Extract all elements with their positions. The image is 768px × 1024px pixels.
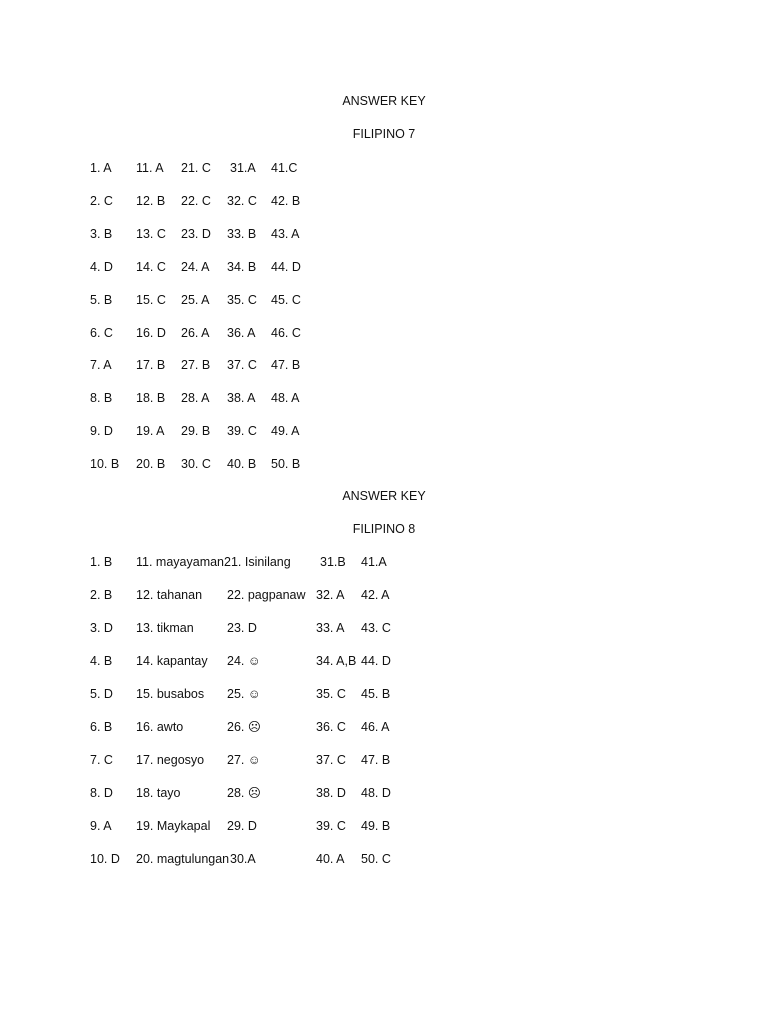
answer-cell: 32. C <box>227 194 257 208</box>
table-row <box>0 685 768 703</box>
answer-cell: 43. A <box>271 227 300 241</box>
answer-cell: 41.A <box>361 555 387 569</box>
table-row <box>0 389 768 407</box>
answer-cell: 7. C <box>90 753 113 767</box>
answer-cell: 45. B <box>361 687 391 701</box>
table-row <box>0 192 768 210</box>
answer-key-heading-8: ANSWER KEY <box>342 489 426 503</box>
answer-cell: 25. A <box>181 293 210 307</box>
answer-cell: 50. B <box>271 457 301 471</box>
answer-cell: 35. C <box>316 687 346 701</box>
answer-cell: 33. B <box>227 227 257 241</box>
table-row <box>0 356 768 374</box>
answer-cell: 31.A <box>230 161 256 175</box>
answer-cell: 3. B <box>90 227 113 241</box>
answer-cell: 13. C <box>136 227 166 241</box>
answer-cell: 8. B <box>90 391 113 405</box>
table-row <box>0 159 768 177</box>
answer-cell: 46. C <box>271 326 301 340</box>
table-row <box>0 324 768 342</box>
answer-cell: 31.B <box>320 555 346 569</box>
answer-cell: 33. A <box>316 621 345 635</box>
answer-cell: 50. C <box>361 852 391 866</box>
answer-cell: 11. mayayaman <box>136 555 225 569</box>
table-row <box>0 553 768 571</box>
table-row <box>0 619 768 637</box>
answer-cell: 47. B <box>361 753 391 767</box>
answer-cell: 41.C <box>271 161 298 175</box>
subject-title-filipino-7: FILIPINO 7 <box>352 127 416 141</box>
answer-cell: 14. C <box>136 260 166 274</box>
answer-cell: 25. ☺ <box>227 687 261 701</box>
answer-cell: 27. B <box>181 358 211 372</box>
answer-cell: 38. A <box>227 391 256 405</box>
answer-cell: 48. A <box>271 391 300 405</box>
answer-cell: 10. D <box>90 852 120 866</box>
table-row <box>0 422 768 440</box>
answer-cell: 16. awto <box>136 720 184 734</box>
answer-cell: 9. D <box>90 424 113 438</box>
table-row <box>0 258 768 276</box>
answer-cell: 30.A <box>230 852 256 866</box>
answer-cell: 6. C <box>90 326 113 340</box>
answer-cell: 30. C <box>181 457 211 471</box>
answer-cell: 3. D <box>90 621 113 635</box>
answer-cell: 36. C <box>316 720 346 734</box>
answer-cell: 40. B <box>227 457 257 471</box>
answer-cell: 35. C <box>227 293 257 307</box>
answer-cell: 21. Isinilang <box>224 555 291 569</box>
answer-cell: 44. D <box>271 260 301 274</box>
answer-cell: 28. A <box>181 391 210 405</box>
answer-cell: 26. ☹ <box>227 720 261 734</box>
answer-cell: 22. pagpanaw <box>227 588 306 602</box>
answer-cell: 2. B <box>90 588 113 602</box>
answer-key-heading-7: ANSWER KEY <box>342 94 426 108</box>
answer-cell: 6. B <box>90 720 113 734</box>
answer-cell: 11. A <box>136 161 164 175</box>
answer-cell: 44. D <box>361 654 391 668</box>
answer-cell: 24. ☺ <box>227 654 261 668</box>
answer-cell: 26. A <box>181 326 210 340</box>
answer-cell: 15. C <box>136 293 166 307</box>
answer-cell: 49. A <box>271 424 300 438</box>
answer-cell: 20. B <box>136 457 166 471</box>
table-row <box>0 455 768 473</box>
answer-cell: 20. magtulungan <box>136 852 230 866</box>
table-row <box>0 817 768 835</box>
answer-cell: 39. C <box>227 424 257 438</box>
table-row <box>0 784 768 802</box>
answer-cell: 5. D <box>90 687 113 701</box>
answer-cell: 17. negosyo <box>136 753 205 767</box>
answer-cell: 22. C <box>181 194 211 208</box>
answer-cell: 17. B <box>136 358 166 372</box>
table-row <box>0 850 768 868</box>
table-row <box>0 225 768 243</box>
table-row <box>0 652 768 670</box>
answer-cell: 12. B <box>136 194 166 208</box>
table-row <box>0 718 768 736</box>
answer-cell: 8. D <box>90 786 113 800</box>
answer-cell: 28. ☹ <box>227 786 261 800</box>
answer-cell: 13. tikman <box>136 621 194 635</box>
answer-cell: 49. B <box>361 819 391 833</box>
answer-cell: 32. A <box>316 588 345 602</box>
answer-cell: 34. A,B <box>316 654 357 668</box>
answer-cell: 38. D <box>316 786 346 800</box>
answer-cell: 12. tahanan <box>136 588 203 602</box>
answer-cell: 42. B <box>271 194 301 208</box>
table-row <box>0 586 768 604</box>
answer-cell: 46. A <box>361 720 390 734</box>
answer-cell: 29. D <box>227 819 257 833</box>
answer-cell: 7. A <box>90 358 112 372</box>
answer-cell: 24. A <box>181 260 210 274</box>
answer-cell: 18. tayo <box>136 786 181 800</box>
answer-cell: 45. C <box>271 293 301 307</box>
answer-cell: 10. B <box>90 457 120 471</box>
table-row <box>0 291 768 309</box>
answer-cell: 16. D <box>136 326 166 340</box>
answer-cell: 4. D <box>90 260 113 274</box>
answer-cell: 2. C <box>90 194 113 208</box>
answer-cell: 48. D <box>361 786 391 800</box>
answer-cell: 5. B <box>90 293 113 307</box>
answer-cell: 1. A <box>90 161 112 175</box>
answer-cell: 42. A <box>361 588 390 602</box>
answer-cell: 36. A <box>227 326 256 340</box>
answer-cell: 1. B <box>90 555 113 569</box>
answer-cell: 14. kapantay <box>136 654 208 668</box>
answer-cell: 9. A <box>90 819 112 833</box>
subject-title-filipino-8: FILIPINO 8 <box>352 522 416 536</box>
answer-cell: 34. B <box>227 260 257 274</box>
answer-cell: 23. D <box>181 227 211 241</box>
answer-cell: 18. B <box>136 391 166 405</box>
answer-cell: 21. C <box>181 161 211 175</box>
answer-cell: 40. A <box>316 852 345 866</box>
answer-cell: 47. B <box>271 358 301 372</box>
answer-cell: 37. C <box>227 358 257 372</box>
answer-cell: 4. B <box>90 654 113 668</box>
answer-cell: 37. C <box>316 753 346 767</box>
answer-cell: 27. ☺ <box>227 753 261 767</box>
answer-cell: 29. B <box>181 424 211 438</box>
answer-cell: 43. C <box>361 621 391 635</box>
answer-cell: 15. busabos <box>136 687 205 701</box>
answer-cell: 19. A <box>136 424 165 438</box>
table-row <box>0 751 768 769</box>
answer-cell: 23. D <box>227 621 257 635</box>
answer-cell: 39. C <box>316 819 346 833</box>
answer-cell: 19. Maykapal <box>136 819 211 833</box>
